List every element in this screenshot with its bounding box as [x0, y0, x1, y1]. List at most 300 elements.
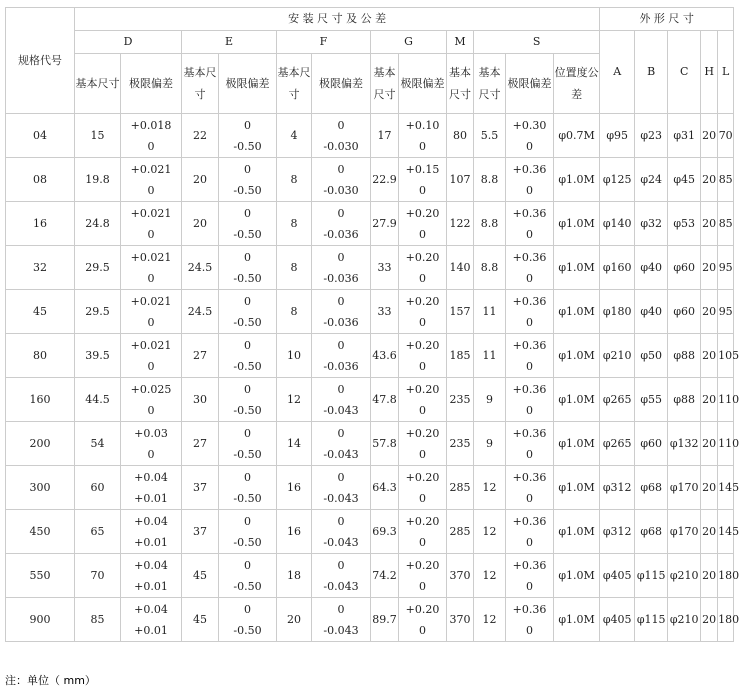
upper-deviation: 0 [244, 118, 251, 132]
m-basic-cell: 80 [447, 114, 474, 158]
outline-l-cell: 95 [718, 246, 734, 290]
upper-deviation: +0.36 [512, 514, 547, 528]
lower-deviation: 0 [526, 535, 533, 549]
outline-l-cell: 145 [718, 510, 734, 554]
upper-deviation: 0 [337, 162, 345, 176]
outline-h-cell: 20 [701, 290, 718, 334]
lower-deviation: +0.01 [134, 623, 168, 637]
outline-header-a: A [600, 31, 635, 114]
outline-b-cell: φ55 [635, 378, 668, 422]
outline-h-cell: 20 [701, 466, 718, 510]
lower-deviation: 0 [526, 447, 533, 461]
f-basic-cell: 16 [277, 510, 312, 554]
upper-deviation: 0 [244, 602, 251, 616]
s-basic-cell: 8.8 [474, 246, 506, 290]
outline-a-cell: φ312 [600, 510, 635, 554]
s-basic-cell: 12 [474, 510, 506, 554]
s-dev-cell [506, 246, 554, 290]
s-dev-cell [506, 510, 554, 554]
lower-deviation: 0 [526, 359, 533, 373]
upper-deviation: +0.20 [405, 470, 440, 484]
outline-a-cell: φ160 [600, 246, 635, 290]
limit-dev-header: 极限偏差 [121, 54, 182, 114]
lower-deviation: -0.50 [233, 623, 262, 637]
e-dev-cell [219, 114, 277, 158]
e-basic-cell: 24.5 [182, 290, 219, 334]
g-dev-cell [399, 510, 447, 554]
d-basic-cell: 19.8 [75, 158, 121, 202]
f-dev-cell [312, 598, 371, 642]
outline-b-cell: φ40 [635, 290, 668, 334]
outline-b-cell: φ68 [635, 466, 668, 510]
upper-deviation: 0 [337, 558, 345, 572]
upper-deviation: +0.20 [405, 294, 440, 308]
outline-l-cell: 85 [718, 202, 734, 246]
upper-deviation: +0.36 [512, 338, 547, 352]
upper-deviation: +0.36 [512, 162, 547, 176]
upper-deviation: +0.36 [512, 602, 547, 616]
spec-code-cell: 45 [6, 290, 75, 334]
table-row [6, 290, 734, 334]
outline-b-cell: φ68 [635, 510, 668, 554]
header-row-2 [6, 31, 734, 54]
lower-deviation: 0 [526, 183, 533, 197]
g-dev-cell [399, 158, 447, 202]
lower-deviation: 0 [419, 535, 426, 549]
upper-deviation: 0 [244, 470, 251, 484]
outline-header-c: C [668, 31, 701, 114]
d-dev-cell [121, 554, 182, 598]
upper-deviation: +0.10 [405, 118, 440, 132]
table-row [6, 246, 734, 290]
basic-size-header: 基本尺寸 [277, 54, 312, 114]
lower-deviation: -0.50 [233, 535, 262, 549]
lower-deviation: -0.50 [233, 227, 262, 241]
outline-c-cell: φ88 [668, 334, 701, 378]
position-tol-header: 位置度公差 [554, 54, 600, 114]
g-basic-cell: 64.3 [371, 466, 399, 510]
upper-deviation: +0.20 [405, 206, 440, 220]
f-dev-cell [312, 202, 371, 246]
lower-deviation: 0 [147, 227, 155, 241]
lower-deviation: 0 [526, 491, 533, 505]
outline-h-cell: 20 [701, 554, 718, 598]
d-basic-cell: 54 [75, 422, 121, 466]
upper-deviation: +0.20 [405, 602, 440, 616]
m-basic-cell: 107 [447, 158, 474, 202]
spec-code-cell: 16 [6, 202, 75, 246]
d-basic-cell: 85 [75, 598, 121, 642]
lower-deviation: -0.50 [233, 271, 262, 285]
basic-size-header: 基本尺寸 [447, 54, 474, 114]
basic-size-header: 基本尺寸 [182, 54, 219, 114]
lower-deviation: -0.036 [323, 227, 359, 241]
unit-note: 注：单位（ mm） [5, 674, 96, 687]
e-basic-cell: 45 [182, 598, 219, 642]
g-dev-cell [399, 114, 447, 158]
lower-deviation: 0 [526, 403, 533, 417]
outline-size-header: 外 形 尺 寸 [600, 8, 734, 31]
upper-deviation: +0.021 [130, 294, 172, 308]
upper-deviation: +0.20 [405, 382, 440, 396]
g-dev-cell [399, 202, 447, 246]
spec-code-cell: 160 [6, 378, 75, 422]
upper-deviation: +0.36 [512, 294, 547, 308]
lower-deviation: -0.50 [233, 579, 262, 593]
basic-size-header: 基本尺寸 [371, 54, 399, 114]
m-basic-cell: 122 [447, 202, 474, 246]
s-basic-cell: 12 [474, 598, 506, 642]
spec-code-header: 规格代号 [6, 8, 75, 114]
s-basic-cell: 11 [474, 290, 506, 334]
group-header-s: S [474, 31, 600, 54]
spec-code-cell: 900 [6, 598, 75, 642]
s-dev-cell [506, 334, 554, 378]
outline-b-cell: φ50 [635, 334, 668, 378]
outline-h-cell: 20 [701, 598, 718, 642]
outline-a-cell: φ180 [600, 290, 635, 334]
e-basic-cell: 20 [182, 158, 219, 202]
lower-deviation: -0.50 [233, 359, 262, 373]
limit-dev-header: 极限偏差 [219, 54, 277, 114]
lower-deviation: 0 [147, 403, 155, 417]
s-dev-cell [506, 114, 554, 158]
d-dev-cell [121, 246, 182, 290]
group-header-d: D [75, 31, 182, 54]
e-basic-cell: 27 [182, 422, 219, 466]
outline-b-cell: φ115 [635, 554, 668, 598]
g-basic-cell: 57.8 [371, 422, 399, 466]
s-dev-cell [506, 598, 554, 642]
g-dev-cell [399, 466, 447, 510]
e-dev-cell [219, 378, 277, 422]
e-basic-cell: 37 [182, 466, 219, 510]
g-basic-cell: 43.6 [371, 334, 399, 378]
table-row [6, 334, 734, 378]
e-dev-cell [219, 246, 277, 290]
m-basic-cell: 235 [447, 422, 474, 466]
d-dev-cell [121, 114, 182, 158]
g-basic-cell: 89.7 [371, 598, 399, 642]
s-basic-cell: 8.8 [474, 202, 506, 246]
outline-b-cell: φ40 [635, 246, 668, 290]
g-basic-cell: 33 [371, 290, 399, 334]
lower-deviation: -0.036 [323, 359, 359, 373]
f-dev-cell [312, 510, 371, 554]
lower-deviation: -0.036 [323, 271, 359, 285]
upper-deviation: 0 [244, 250, 251, 264]
table-row [6, 114, 734, 158]
spec-code-cell: 450 [6, 510, 75, 554]
upper-deviation: 0 [337, 602, 345, 616]
upper-deviation: 0 [244, 382, 251, 396]
lower-deviation: +0.01 [134, 579, 168, 593]
outline-h-cell: 20 [701, 378, 718, 422]
outline-h-cell: 20 [701, 202, 718, 246]
position-tol-cell: φ1.0M [554, 246, 600, 290]
outline-a-cell: φ312 [600, 466, 635, 510]
lower-deviation: -0.043 [323, 623, 359, 637]
outline-c-cell: φ210 [668, 554, 701, 598]
lower-deviation: 0 [419, 139, 426, 153]
outline-b-cell: φ24 [635, 158, 668, 202]
position-tol-cell: φ1.0M [554, 334, 600, 378]
s-dev-cell [506, 466, 554, 510]
d-basic-cell: 29.5 [75, 246, 121, 290]
lower-deviation: 0 [147, 315, 155, 329]
upper-deviation: +0.021 [130, 162, 172, 176]
f-basic-cell: 10 [277, 334, 312, 378]
m-basic-cell: 370 [447, 598, 474, 642]
table-row [6, 466, 734, 510]
upper-deviation: 0 [337, 294, 345, 308]
spec-table [5, 7, 740, 642]
e-basic-cell: 24.5 [182, 246, 219, 290]
upper-deviation: +0.36 [512, 250, 547, 264]
outline-a-cell: φ265 [600, 422, 635, 466]
f-basic-cell: 4 [277, 114, 312, 158]
e-dev-cell [219, 554, 277, 598]
s-basic-cell: 8.8 [474, 158, 506, 202]
position-tol-cell: φ1.0M [554, 202, 600, 246]
upper-deviation: 0 [244, 338, 251, 352]
outline-h-cell: 20 [701, 158, 718, 202]
lower-deviation: 0 [526, 139, 533, 153]
lower-deviation: 0 [147, 139, 155, 153]
lower-deviation: 0 [419, 623, 426, 637]
f-basic-cell: 12 [277, 378, 312, 422]
outline-a-cell: φ95 [600, 114, 635, 158]
outline-a-cell: φ125 [600, 158, 635, 202]
position-tol-cell: φ1.0M [554, 158, 600, 202]
limit-dev-header: 极限偏差 [506, 54, 554, 114]
spec-code-cell: 08 [6, 158, 75, 202]
spec-code-cell: 300 [6, 466, 75, 510]
s-basic-cell: 12 [474, 466, 506, 510]
upper-deviation: +0.20 [405, 514, 440, 528]
upper-deviation: +0.03 [134, 426, 168, 440]
lower-deviation: -0.043 [323, 491, 359, 505]
s-dev-cell [506, 554, 554, 598]
s-basic-cell: 5.5 [474, 114, 506, 158]
outline-l-cell: 95 [718, 290, 734, 334]
upper-deviation: +0.04 [134, 602, 168, 616]
upper-deviation: 0 [337, 514, 345, 528]
s-basic-cell: 9 [474, 378, 506, 422]
install-size-header: 安 装 尺 寸 及 公 差 [75, 8, 600, 31]
lower-deviation: 0 [147, 271, 155, 285]
outline-b-cell: φ60 [635, 422, 668, 466]
f-dev-cell [312, 246, 371, 290]
outline-b-cell: φ115 [635, 598, 668, 642]
d-dev-cell [121, 510, 182, 554]
f-dev-cell [312, 422, 371, 466]
position-tol-cell: φ0.7M [554, 114, 600, 158]
table-row [6, 510, 734, 554]
d-basic-cell: 24.8 [75, 202, 121, 246]
upper-deviation: +0.20 [405, 558, 440, 572]
d-basic-cell: 15 [75, 114, 121, 158]
d-basic-cell: 29.5 [75, 290, 121, 334]
e-dev-cell [219, 158, 277, 202]
table-row [6, 202, 734, 246]
upper-deviation: +0.20 [405, 426, 440, 440]
g-basic-cell: 27.9 [371, 202, 399, 246]
table-row [6, 554, 734, 598]
f-basic-cell: 8 [277, 290, 312, 334]
lower-deviation: -0.043 [323, 403, 359, 417]
outline-l-cell: 110 [718, 378, 734, 422]
m-basic-cell: 285 [447, 510, 474, 554]
table-row [6, 422, 734, 466]
s-dev-cell [506, 158, 554, 202]
s-basic-cell: 12 [474, 554, 506, 598]
group-header-g: G [371, 31, 447, 54]
outline-c-cell: φ170 [668, 510, 701, 554]
lower-deviation: -0.030 [323, 139, 359, 153]
g-dev-cell [399, 246, 447, 290]
e-basic-cell: 20 [182, 202, 219, 246]
d-basic-cell: 70 [75, 554, 121, 598]
outline-l-cell: 180 [718, 554, 734, 598]
outline-l-cell: 85 [718, 158, 734, 202]
position-tol-cell: φ1.0M [554, 378, 600, 422]
lower-deviation: +0.01 [134, 491, 168, 505]
f-basic-cell: 16 [277, 466, 312, 510]
s-dev-cell [506, 378, 554, 422]
lower-deviation: -0.50 [233, 183, 262, 197]
upper-deviation: 0 [337, 118, 345, 132]
outline-l-cell: 180 [718, 598, 734, 642]
d-basic-cell: 65 [75, 510, 121, 554]
g-basic-cell: 69.3 [371, 510, 399, 554]
position-tol-cell: φ1.0M [554, 598, 600, 642]
position-tol-cell: φ1.0M [554, 554, 600, 598]
upper-deviation: +0.025 [130, 382, 172, 396]
lower-deviation: 0 [419, 271, 426, 285]
upper-deviation: +0.021 [130, 338, 172, 352]
limit-dev-header: 极限偏差 [312, 54, 371, 114]
basic-size-header: 基本尺寸 [75, 54, 121, 114]
outline-a-cell: φ210 [600, 334, 635, 378]
upper-deviation: 0 [337, 206, 345, 220]
upper-deviation: 0 [244, 294, 251, 308]
table-row [6, 158, 734, 202]
e-dev-cell [219, 290, 277, 334]
f-basic-cell: 14 [277, 422, 312, 466]
d-dev-cell [121, 466, 182, 510]
outline-a-cell: φ265 [600, 378, 635, 422]
e-basic-cell: 37 [182, 510, 219, 554]
lower-deviation: 0 [526, 579, 533, 593]
f-dev-cell [312, 466, 371, 510]
e-basic-cell: 30 [182, 378, 219, 422]
e-dev-cell [219, 598, 277, 642]
upper-deviation: +0.36 [512, 426, 547, 440]
f-basic-cell: 8 [277, 158, 312, 202]
basic-size-header: 基本尺寸 [474, 54, 506, 114]
outline-a-cell: φ405 [600, 598, 635, 642]
upper-deviation: 0 [337, 382, 345, 396]
e-dev-cell [219, 334, 277, 378]
outline-b-cell: φ23 [635, 114, 668, 158]
outline-l-cell: 110 [718, 422, 734, 466]
upper-deviation: 0 [244, 558, 251, 572]
outline-c-cell: φ31 [668, 114, 701, 158]
d-dev-cell [121, 422, 182, 466]
outline-c-cell: φ132 [668, 422, 701, 466]
s-basic-cell: 11 [474, 334, 506, 378]
e-basic-cell: 27 [182, 334, 219, 378]
d-basic-cell: 60 [75, 466, 121, 510]
lower-deviation: 0 [419, 315, 426, 329]
upper-deviation: +0.018 [130, 118, 172, 132]
outline-c-cell: φ88 [668, 378, 701, 422]
lower-deviation: -0.50 [233, 491, 262, 505]
g-dev-cell [399, 422, 447, 466]
d-dev-cell [121, 334, 182, 378]
outline-h-cell: 20 [701, 114, 718, 158]
g-dev-cell [399, 290, 447, 334]
lower-deviation: 0 [526, 315, 533, 329]
lower-deviation: -0.043 [323, 579, 359, 593]
lower-deviation: 0 [419, 491, 426, 505]
d-dev-cell [121, 202, 182, 246]
outline-b-cell: φ32 [635, 202, 668, 246]
outline-c-cell: φ60 [668, 246, 701, 290]
spec-code-cell: 80 [6, 334, 75, 378]
upper-deviation: +0.04 [134, 558, 168, 572]
lower-deviation: +0.01 [134, 535, 168, 549]
s-dev-cell [506, 290, 554, 334]
lower-deviation: 0 [419, 579, 426, 593]
outline-header-l: L [718, 31, 734, 114]
spec-code-cell: 550 [6, 554, 75, 598]
upper-deviation: 0 [244, 206, 251, 220]
e-basic-cell: 22 [182, 114, 219, 158]
d-dev-cell [121, 158, 182, 202]
lower-deviation: 0 [147, 359, 155, 373]
upper-deviation: +0.30 [512, 118, 547, 132]
m-basic-cell: 140 [447, 246, 474, 290]
outline-h-cell: 20 [701, 510, 718, 554]
outline-a-cell: φ405 [600, 554, 635, 598]
spec-code-cell: 32 [6, 246, 75, 290]
upper-deviation: +0.15 [405, 162, 440, 176]
upper-deviation: +0.36 [512, 382, 547, 396]
f-basic-cell: 18 [277, 554, 312, 598]
m-basic-cell: 285 [447, 466, 474, 510]
f-dev-cell [312, 114, 371, 158]
outline-c-cell: φ45 [668, 158, 701, 202]
m-basic-cell: 185 [447, 334, 474, 378]
lower-deviation: 0 [419, 359, 426, 373]
m-basic-cell: 370 [447, 554, 474, 598]
outline-a-cell: φ140 [600, 202, 635, 246]
f-dev-cell [312, 158, 371, 202]
f-basic-cell: 8 [277, 246, 312, 290]
upper-deviation: +0.36 [512, 206, 547, 220]
e-dev-cell [219, 202, 277, 246]
f-dev-cell [312, 334, 371, 378]
outline-c-cell: φ170 [668, 466, 701, 510]
f-dev-cell [312, 290, 371, 334]
f-dev-cell [312, 554, 371, 598]
d-dev-cell [121, 290, 182, 334]
outline-l-cell: 70 [718, 114, 734, 158]
lower-deviation: -0.50 [233, 403, 262, 417]
d-dev-cell [121, 598, 182, 642]
